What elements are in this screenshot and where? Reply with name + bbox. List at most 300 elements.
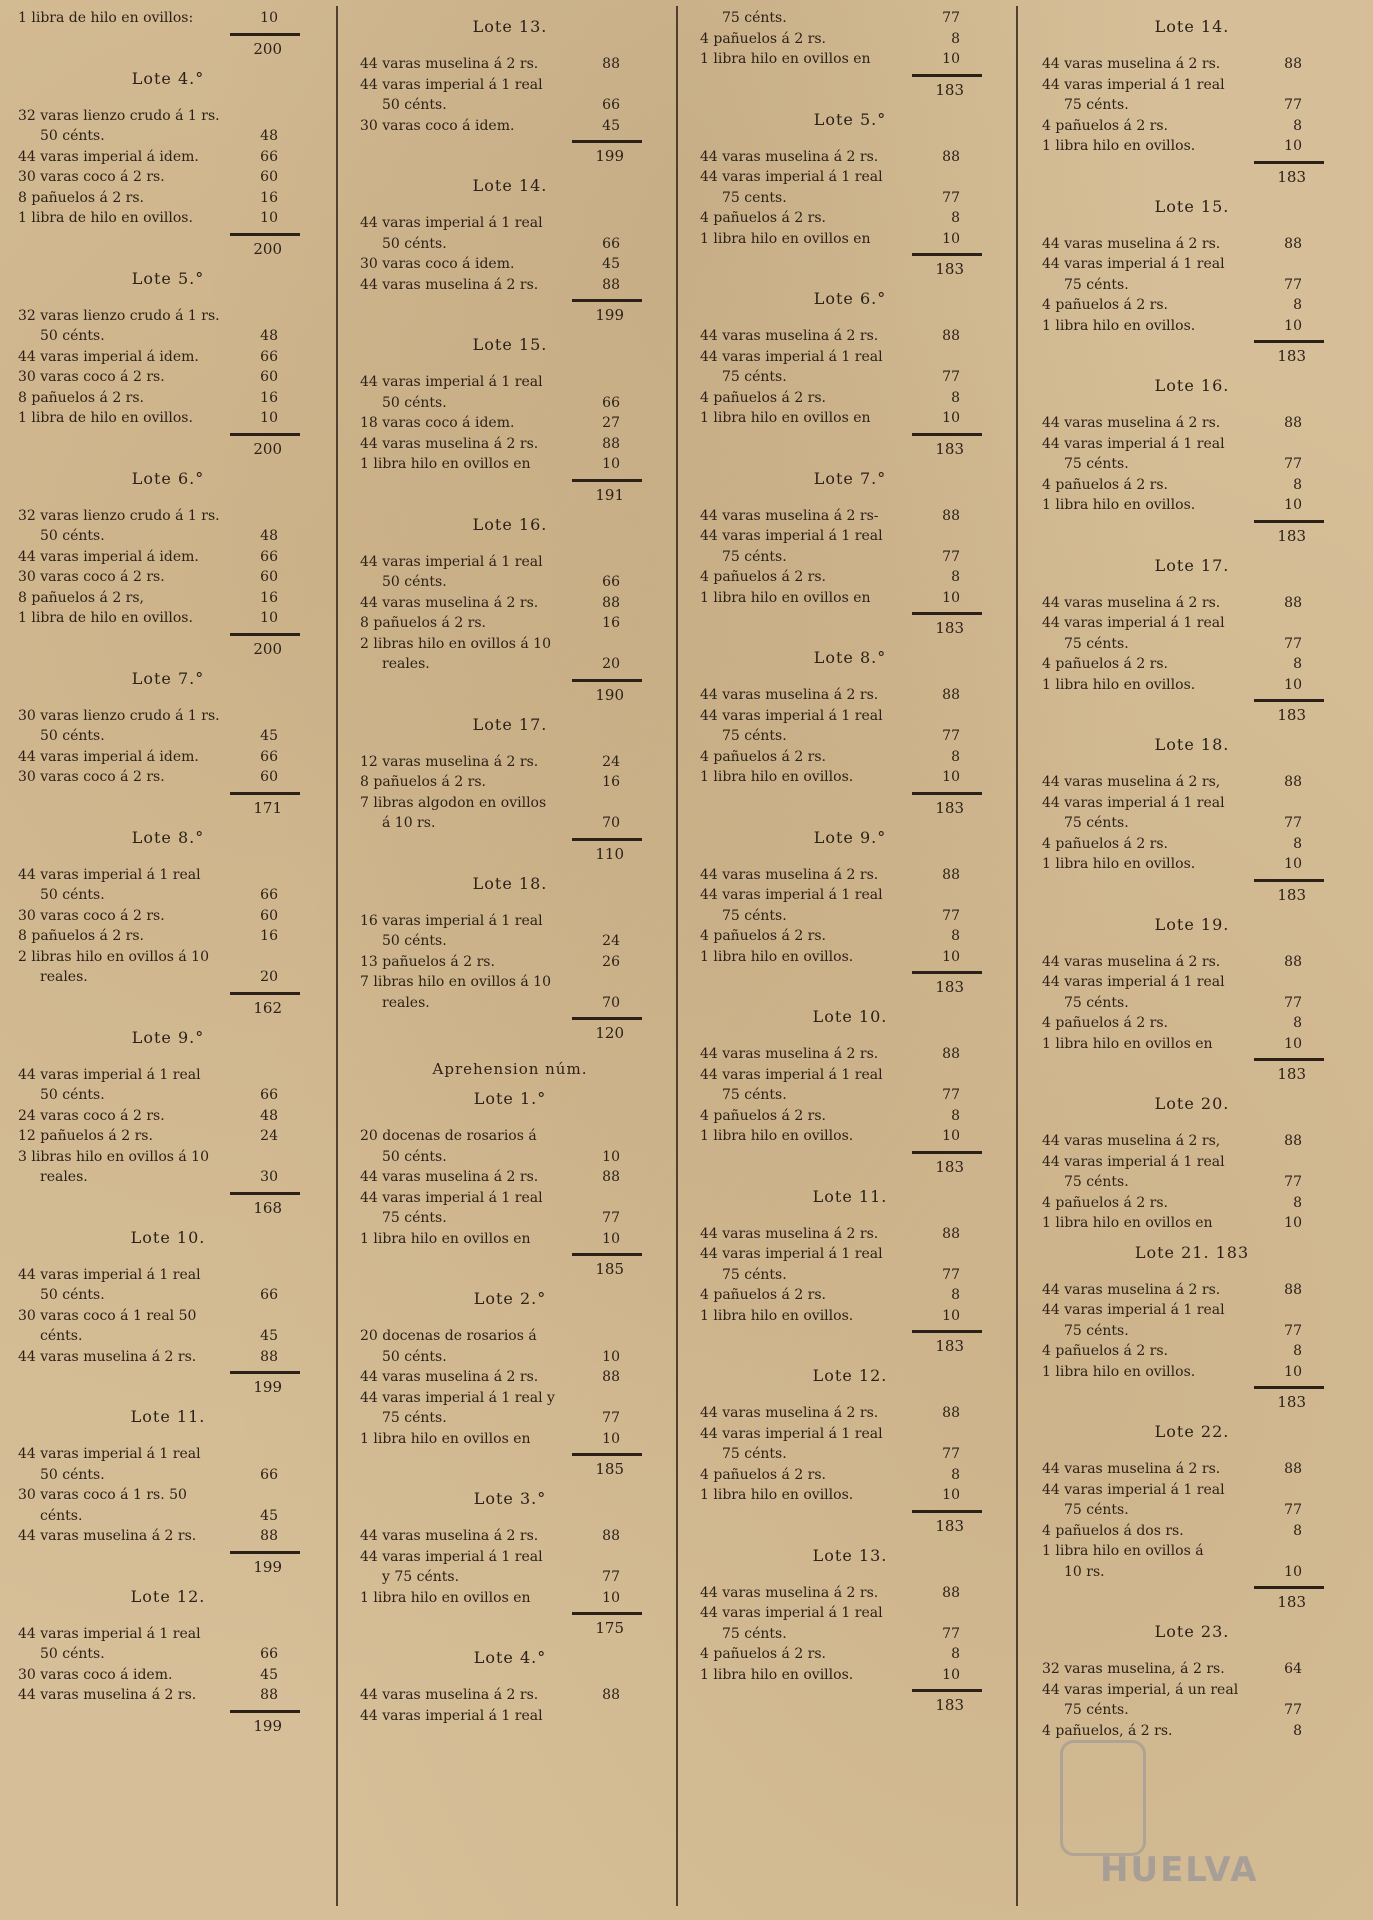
lote-block	[18, 1027, 318, 1219]
lote-total: 183	[935, 1337, 964, 1355]
item-description: 7 libras hilo en ovillos á 10	[360, 974, 551, 990]
item-line	[1042, 834, 1342, 855]
item-amount: 10	[602, 1589, 620, 1606]
item-description: 44 varas imperial á 1 real	[700, 1605, 883, 1621]
item-line	[360, 1685, 660, 1706]
item-amount: 66	[260, 887, 278, 903]
item-line	[18, 526, 318, 547]
item-description: 75 cénts.	[382, 1410, 447, 1426]
item-line	[18, 1106, 318, 1127]
item-line	[700, 1603, 1000, 1624]
item-amount: 24	[602, 753, 620, 770]
lote-title: Lote 17.	[1154, 555, 1230, 575]
total-rule	[912, 253, 982, 256]
item-line	[18, 1147, 318, 1168]
item-description: 30 varas coco á 2 rs.	[18, 569, 165, 585]
item-line	[1042, 593, 1342, 614]
lote-title: Lote 6.°	[131, 468, 205, 488]
item-description: 75 cénts.	[722, 10, 787, 26]
item-line	[1042, 793, 1342, 814]
item-line	[700, 188, 1000, 209]
total-rule	[572, 1253, 642, 1256]
lote-title: Lote 12.	[130, 1586, 206, 1606]
lote-block	[18, 468, 318, 660]
item-line	[360, 952, 660, 973]
item-amount: 8	[951, 30, 960, 47]
lote-block	[360, 1647, 660, 1726]
item-line	[360, 752, 660, 773]
lote-title: Lote 14.	[1154, 17, 1230, 36]
lote-title: Lote 8.°	[131, 827, 205, 847]
item-description: 1 libra hilo en ovillos en	[360, 456, 531, 472]
item-amount: 8	[1293, 656, 1302, 672]
lote-block	[1042, 196, 1342, 368]
item-line	[360, 213, 660, 234]
item-description: cénts.	[40, 1507, 83, 1524]
item-amount: 88	[602, 435, 620, 452]
total-rule	[230, 1371, 300, 1374]
total-rule	[230, 1551, 300, 1554]
lote-title: Lote 11.	[812, 1186, 888, 1206]
lote-block	[18, 668, 318, 819]
item-amount: 10	[1284, 676, 1302, 693]
item-line	[360, 613, 660, 634]
item-line	[700, 1085, 1000, 1106]
item-amount: 60	[260, 169, 278, 185]
item-amount: 10	[942, 410, 960, 426]
total-rule	[912, 1689, 982, 1692]
item-line	[700, 147, 1000, 168]
item-line	[18, 1085, 318, 1106]
item-amount: 77	[942, 548, 960, 565]
item-description: 75 cénts.	[1064, 1174, 1129, 1190]
item-amount: 77	[942, 907, 960, 924]
item-amount: 88	[1284, 594, 1302, 611]
item-description: 50 cénts.	[40, 128, 105, 144]
lote-total: 191	[595, 485, 624, 504]
item-description: 7 libras algodon en ovillos	[360, 794, 547, 811]
item-amount: 48	[260, 328, 278, 344]
item-description: 8 pañuelos á 2 rs.	[18, 189, 145, 206]
item-line	[360, 972, 660, 993]
item-description: 75 cénts.	[722, 548, 787, 565]
item-description: 44 varas muselina á 2 rs.	[1042, 415, 1221, 431]
item-line	[1042, 1321, 1342, 1342]
lote-total: 200	[253, 239, 282, 258]
lote-total: 200	[253, 639, 282, 658]
total-rule	[230, 792, 300, 795]
column-2	[360, 8, 660, 1908]
item-line	[700, 726, 1000, 747]
item-line	[18, 1347, 318, 1368]
lote-block	[700, 8, 1000, 101]
item-description: 2 libras hilo en ovillos á 10	[360, 635, 551, 652]
item-amount: 45	[602, 117, 620, 134]
lote-block	[1042, 734, 1342, 906]
item-line	[700, 506, 1000, 527]
total-rule	[572, 140, 642, 143]
section-heading: Aprehension núm.	[432, 1060, 588, 1078]
total-rule	[572, 1453, 642, 1456]
item-line	[700, 1044, 1000, 1065]
lote-block	[360, 1288, 660, 1480]
total-rule	[912, 433, 982, 436]
lote-total: 185	[595, 1460, 624, 1478]
item-line	[18, 367, 318, 388]
item-amount: 60	[260, 907, 278, 924]
item-amount: 77	[942, 1446, 960, 1462]
item-description: 1 libra hilo en ovillos en	[1042, 1035, 1213, 1052]
item-line	[700, 8, 1000, 29]
item-description: 4 pañuelos á 2 rs.	[1042, 835, 1169, 852]
total-rule	[1254, 340, 1324, 343]
item-line	[18, 547, 318, 568]
item-amount: 60	[260, 569, 278, 585]
item-line	[700, 1583, 1000, 1604]
item-description: 44 varas imperial á 1 real	[1042, 1153, 1225, 1170]
item-line	[1042, 972, 1342, 993]
item-description: 8 pañuelos á 2 rs.	[18, 389, 145, 406]
library-stamp	[1060, 1740, 1146, 1856]
column-3	[700, 8, 1000, 1908]
item-amount: 10	[602, 1230, 620, 1247]
item-description: 44 varas muselina á 2 rs.	[360, 276, 539, 293]
item-line	[1042, 1562, 1342, 1583]
lote-block	[1042, 375, 1342, 547]
item-amount: 66	[602, 97, 620, 113]
lote-block	[360, 1088, 660, 1280]
item-amount: 77	[1284, 276, 1302, 293]
lote-title: Lote 14.	[472, 176, 548, 195]
item-line	[1042, 1034, 1342, 1055]
item-amount: 8	[1293, 476, 1302, 493]
item-amount: 66	[260, 148, 278, 165]
item-description: 1 libra hilo en ovillos en	[360, 1430, 531, 1447]
item-line	[700, 685, 1000, 706]
item-description: 44 varas muselina á 2 rs.	[700, 866, 879, 883]
lote-title: Lote 2.°	[473, 1289, 547, 1308]
item-description: 44 varas imperial á 1 real	[360, 76, 543, 93]
item-description: 4 pañuelos á 2 rs.	[700, 928, 827, 944]
item-line	[18, 1306, 318, 1327]
item-line	[1042, 1459, 1342, 1480]
lote-block	[700, 1186, 1000, 1358]
item-amount: 8	[1293, 835, 1302, 852]
item-description: 44 varas imperial á 1 real	[1042, 1302, 1225, 1318]
lote-total: 199	[253, 1716, 282, 1735]
lote-total: 183	[1277, 1065, 1306, 1083]
total-rule	[1254, 520, 1324, 523]
item-description: 4 pañuelos, á 2 rs.	[1042, 1722, 1173, 1739]
item-line	[700, 367, 1000, 388]
item-amount: 8	[951, 389, 960, 406]
total-rule	[572, 1017, 642, 1020]
item-line	[700, 588, 1000, 609]
item-description: 50 cénts.	[382, 97, 447, 113]
item-description: 44 varas imperial á 1 real	[1042, 794, 1225, 811]
item-description: 44 varas imperial á 1 real	[700, 707, 883, 724]
item-description: 44 varas muselina á 2 rs.	[360, 56, 539, 72]
item-line	[360, 1126, 660, 1147]
item-description: 30 varas lienzo crudo á 1 rs.	[18, 707, 220, 724]
lote-title: Lote 13.	[812, 1545, 888, 1565]
item-amount: 10	[942, 1128, 960, 1144]
item-amount: 88	[942, 148, 960, 165]
item-line	[1042, 1172, 1342, 1193]
total-rule	[230, 992, 300, 995]
item-description: 44 varas muselina á 2 rs.	[1042, 1461, 1221, 1477]
lote-block	[18, 827, 318, 1019]
item-amount: 10	[942, 1307, 960, 1324]
item-line	[1042, 1521, 1342, 1542]
item-description: 75 cénts.	[1064, 994, 1129, 1011]
item-line	[700, 208, 1000, 229]
item-amount: 8	[951, 210, 960, 226]
column-1	[18, 8, 318, 1908]
item-line	[360, 116, 660, 137]
item-line	[1042, 413, 1342, 434]
lote-total: 190	[595, 685, 624, 704]
item-description: 44 varas imperial á 1 real	[360, 1548, 543, 1565]
item-description: 1 libra hilo en ovillos.	[1042, 856, 1196, 872]
lote-total: 183	[1277, 1393, 1306, 1411]
item-description: 8 pañuelos á 2 rs,	[18, 589, 145, 606]
lote-title: Lote 11.	[130, 1407, 206, 1426]
item-line	[1042, 1152, 1342, 1173]
item-amount: 88	[942, 328, 960, 344]
total-rule	[572, 479, 642, 482]
lote-title: Lote 10.	[812, 1007, 888, 1026]
item-line	[18, 947, 318, 968]
item-description: 44 varas imperial á 1 real	[360, 215, 543, 231]
item-description: 50 cénts.	[382, 574, 447, 590]
item-amount: 16	[602, 615, 620, 631]
item-line	[18, 188, 318, 209]
item-amount: 10	[942, 51, 960, 67]
item-description: 44 varas imperial á 1 real	[700, 348, 883, 365]
item-description: 75 cénts.	[1064, 1702, 1129, 1718]
item-line	[700, 767, 1000, 788]
item-line	[18, 106, 318, 127]
item-description: 44 varas muselina á 2 rs.	[360, 594, 539, 611]
lote-title: Lote 9.°	[813, 827, 887, 847]
item-line	[700, 1244, 1000, 1265]
lote-block	[18, 268, 318, 460]
item-amount: 77	[942, 369, 960, 385]
item-amount: 60	[260, 769, 278, 785]
item-line	[360, 793, 660, 814]
item-description: 30 varas coco á idem.	[18, 1666, 173, 1683]
item-line	[360, 1567, 660, 1588]
item-amount: 10	[602, 1430, 620, 1447]
item-line	[1042, 75, 1342, 96]
item-description: 44 varas imperial á 1 real	[700, 1425, 883, 1442]
item-line	[360, 1347, 660, 1368]
item-description: 75 cénts.	[722, 369, 787, 385]
item-line	[360, 1229, 660, 1250]
item-amount: 77	[942, 728, 960, 744]
item-description: 44 varas muselina á 2 rs.	[18, 1348, 197, 1365]
item-description: 75 cénts.	[382, 1210, 447, 1226]
item-description: 50 cénts.	[40, 887, 105, 903]
item-line	[700, 388, 1000, 409]
item-description: 1 libra hilo en ovillos en	[360, 1230, 531, 1247]
item-description: 50 cénts.	[382, 394, 447, 411]
lote-total: 183	[1277, 1593, 1306, 1611]
item-line	[360, 275, 660, 296]
item-description: 44 varas muselina á 2 rs.	[700, 1584, 879, 1601]
item-amount: 77	[1284, 97, 1302, 113]
lote-title: Lote 15.	[1154, 196, 1230, 216]
item-line	[1042, 1500, 1342, 1521]
total-rule	[1254, 161, 1324, 164]
item-amount: 88	[260, 1348, 278, 1365]
item-amount: 8	[1293, 1343, 1302, 1359]
item-description: 44 varas imperial á idem.	[18, 348, 199, 365]
item-description: 4 pañuelos á 2 rs.	[1042, 656, 1169, 672]
item-line	[18, 967, 318, 988]
lote-title: Lote 5.°	[813, 109, 887, 129]
item-amount: 70	[602, 815, 620, 831]
item-description: 1 libra hilo en ovillos.	[700, 1666, 854, 1683]
item-line	[700, 408, 1000, 429]
lote-title: Lote 7.°	[813, 468, 887, 488]
item-line	[700, 1465, 1000, 1486]
total-rule	[912, 1151, 982, 1154]
lote-block	[360, 1488, 660, 1639]
lote-total: 175	[595, 1619, 624, 1637]
item-description: 44 varas imperial á 1 real	[700, 1066, 883, 1083]
item-amount: 10	[942, 769, 960, 785]
item-description: 75 cénts.	[722, 728, 787, 744]
item-line	[360, 95, 660, 116]
lote-title: Lote 16.	[472, 514, 548, 534]
item-line	[18, 1526, 318, 1547]
lote-total: 183	[935, 978, 964, 996]
total-rule	[1254, 699, 1324, 702]
item-description: 75 cents.	[722, 189, 787, 206]
item-line	[18, 506, 318, 527]
item-line	[1042, 495, 1342, 516]
item-description: 44 varas imperial á 1 real	[18, 1625, 201, 1642]
item-amount: 88	[260, 1528, 278, 1544]
item-description: 18 varas coco á idem.	[360, 415, 515, 431]
item-description: 44 varas imperial á 1 real	[700, 169, 883, 185]
item-line	[1042, 1131, 1342, 1152]
item-line	[700, 229, 1000, 250]
item-amount: 88	[1284, 56, 1302, 72]
lote-total: 183	[935, 1696, 964, 1714]
item-line	[360, 254, 660, 275]
lote-title: Lote 12.	[812, 1366, 888, 1385]
item-amount: 10	[942, 1487, 960, 1503]
item-amount: 88	[942, 1046, 960, 1062]
item-amount: 8	[1293, 1522, 1302, 1539]
lote-title: Lote 7.°	[131, 668, 205, 688]
item-amount: 77	[1284, 1502, 1302, 1518]
item-amount: 66	[260, 548, 278, 565]
item-description: 30 varas coco á 1 real 50	[18, 1307, 197, 1324]
item-description: 44 varas imperial á 1 real	[700, 1246, 883, 1262]
item-amount: 88	[942, 687, 960, 703]
total-rule	[912, 971, 982, 974]
item-description: á 10 rs.	[382, 815, 436, 831]
item-amount: 8	[1293, 1194, 1302, 1211]
item-description: 1 libra hilo en ovillos á	[1042, 1543, 1204, 1559]
item-line	[18, 8, 318, 29]
total-rule	[230, 433, 300, 436]
item-line	[360, 75, 660, 96]
item-description: 44 varas muselina á 2 rs.	[1042, 56, 1221, 72]
lote-total: 168	[253, 1198, 282, 1217]
item-amount: 8	[951, 1466, 960, 1483]
item-line	[1042, 475, 1342, 496]
item-amount: 45	[260, 1666, 278, 1683]
item-amount: 77	[1284, 456, 1302, 472]
item-line	[700, 1306, 1000, 1327]
item-amount: 77	[1284, 1174, 1302, 1190]
item-description: reales.	[382, 994, 430, 1011]
item-description: 75 cénts.	[1064, 276, 1129, 293]
item-line	[1042, 95, 1342, 116]
lote-block	[1042, 1621, 1342, 1741]
item-amount: 10	[1284, 1563, 1302, 1580]
item-description: 1 libra hilo en ovillos.	[1042, 676, 1196, 693]
lote-total: 183	[1277, 347, 1306, 365]
item-line	[1042, 813, 1342, 834]
item-line	[700, 547, 1000, 568]
lote-title: Lote 5.°	[131, 268, 205, 288]
item-description: 75 cénts.	[1064, 97, 1129, 113]
item-description: 44 varas imperial á 1 real	[1042, 615, 1225, 631]
item-amount: 66	[260, 748, 278, 765]
item-description: 8 pañuelos á 2 rs.	[360, 774, 487, 790]
total-rule	[572, 1612, 642, 1615]
item-line	[18, 706, 318, 727]
item-description: 75 cénts.	[1064, 635, 1129, 652]
item-line	[1042, 1480, 1342, 1501]
item-line	[360, 1167, 660, 1188]
item-line	[1042, 275, 1342, 296]
item-amount: 66	[260, 1287, 278, 1303]
item-description: 75 cénts.	[722, 907, 787, 924]
item-description: 30 varas coco á idem.	[360, 117, 515, 134]
lote-total: 199	[253, 1557, 282, 1576]
item-description: 44 varas imperial á 1 real	[360, 1707, 543, 1724]
item-description: 44 varas imperial á idem.	[18, 748, 199, 765]
item-amount: 66	[260, 1466, 278, 1483]
item-description: 44 varas muselina á 2 rs-	[700, 507, 879, 524]
item-description: 75 cénts.	[722, 1625, 787, 1642]
item-amount: 10	[1284, 1215, 1302, 1231]
lote-block	[1042, 914, 1342, 1086]
item-amount: 8	[1293, 297, 1302, 313]
item-description: 50 cénts.	[40, 1287, 105, 1303]
item-description: 75 cénts.	[1064, 1322, 1129, 1339]
item-amount: 10	[602, 456, 620, 472]
total-rule	[1254, 879, 1324, 882]
item-description: reales.	[40, 969, 88, 985]
item-description: 44 varas imperial á 1 real	[700, 528, 883, 544]
lote-total: 162	[253, 998, 282, 1017]
item-line	[700, 906, 1000, 927]
item-line	[700, 1485, 1000, 1506]
item-description: 1 libra de hilo en ovillos.	[18, 610, 193, 626]
item-description: 75 cénts.	[722, 1266, 787, 1283]
item-description: 8 pañuelos á 2 rs.	[360, 615, 487, 631]
item-description: 44 varas muselina á 2 rs.	[700, 1225, 879, 1242]
lote-title: Lote 19.	[1154, 914, 1230, 934]
